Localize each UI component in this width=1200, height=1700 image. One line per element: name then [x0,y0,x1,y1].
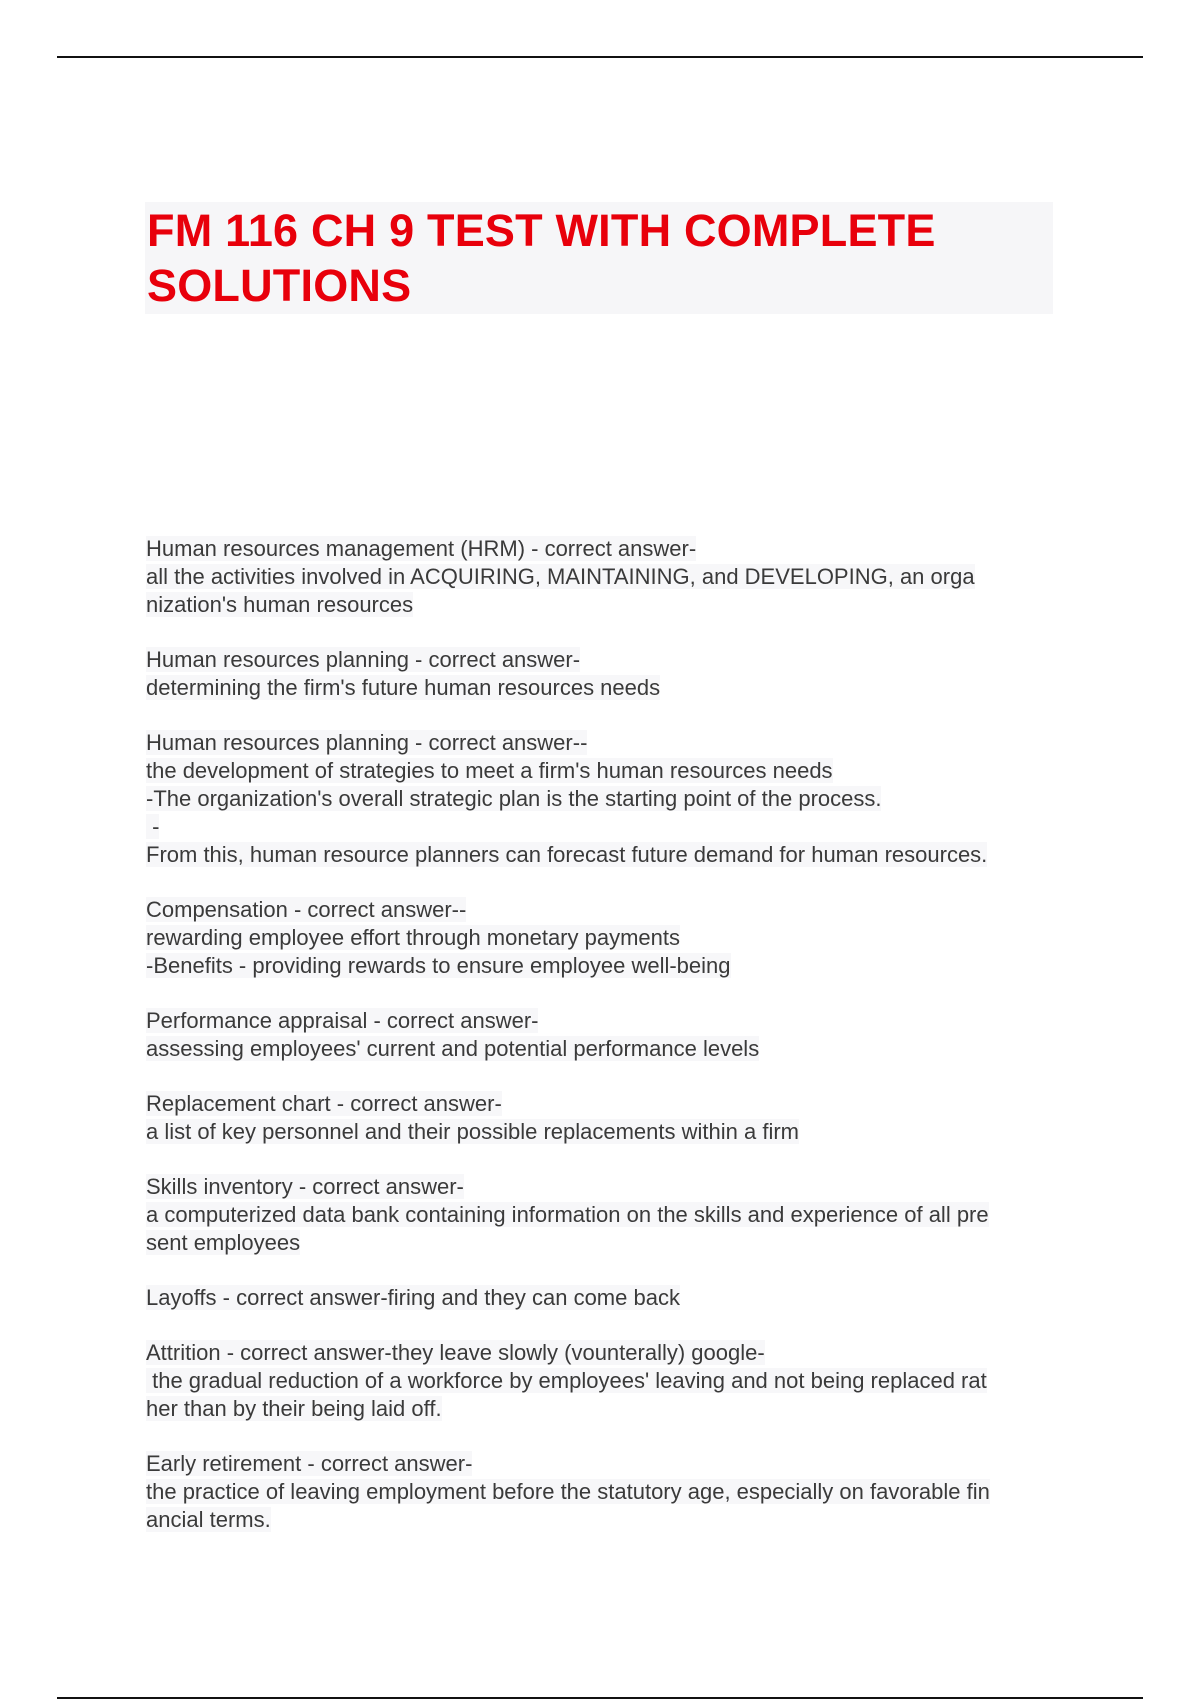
text-highlight: Compensation - correct answer-- [146,897,467,922]
term-heading [146,729,1066,757]
text-highlight: Layoffs - correct answer-firing and they can come back [146,1285,680,1310]
term-entry [146,646,1066,702]
text-highlight: assessing employees' current and potential performance levels [146,1036,760,1061]
text-highlight: her than by their being laid off. [146,1396,442,1421]
term-entry [146,896,1066,980]
term-heading [146,1339,1066,1367]
text-highlight: Attrition - correct answer-they leave slowly (vounterally) google- [146,1340,765,1365]
term-definition-line [146,1035,1066,1063]
text-highlight: -The organization's overall strategic plan is the starting point of the process. [146,786,882,811]
term-entry [146,1090,1066,1146]
bottom-rule [57,1697,1143,1699]
term-entry [146,1284,1066,1312]
text-highlight: Performance appraisal - correct answer- [146,1008,539,1033]
term-heading [146,1284,1066,1312]
text-highlight: the practice of leaving employment before the statutory age, especially on favorable fin [146,1479,990,1504]
term-definition-line [146,591,1066,619]
text-highlight: a computerized data bank containing information on the skills and experience of all pre [146,1202,989,1227]
text-highlight: From this, human resource planners can forecast future demand for human resources. [146,842,988,867]
flashcard-list [146,535,1066,1561]
term-heading [146,1090,1066,1118]
text-highlight: Human resources planning - correct answer- [146,647,581,672]
text-highlight: Human resources management (HRM) - correct answer- [146,536,697,561]
text-highlight: all the activities involved in ACQUIRING, MAINTAINING, and DEVELOPING, an orga [146,564,975,589]
term-entry [146,1007,1066,1063]
text-highlight: Skills inventory - correct answer- [146,1174,464,1199]
term-definition-line [146,1367,1066,1395]
term-definition-line [146,924,1066,952]
term-definition-line [146,785,1066,813]
text-highlight: the gradual reduction of a workforce by employees' leaving and not being replaced rat [146,1368,987,1393]
term-entry [146,1173,1066,1257]
term-definition-line [146,841,1066,869]
text-highlight: the development of strategies to meet a firm's human resources needs [146,758,833,783]
term-definition-line [146,1478,1066,1506]
text-highlight: sent employees [146,1230,301,1255]
text-highlight: determining the firm's future human resources needs [146,675,661,700]
term-definition-line [146,1118,1066,1146]
text-highlight: - [146,814,160,839]
term-definition-line [146,1201,1066,1229]
term-entry [146,729,1066,869]
term-definition-line [146,563,1066,591]
text-highlight: ancial terms. [146,1507,271,1532]
term-heading [146,1007,1066,1035]
term-definition-line [146,1395,1066,1423]
text-highlight: a list of key personnel and their possible replacements within a firm [146,1119,799,1144]
term-entry [146,1450,1066,1534]
term-heading [146,1450,1066,1478]
text-highlight: -Benefits - providing rewards to ensure employee well-being [146,953,731,978]
term-heading [146,535,1066,563]
document-title [147,203,1047,313]
text-highlight: nization's human resources [146,592,414,617]
text-highlight: Replacement chart - correct answer- [146,1091,502,1116]
term-heading [146,1173,1066,1201]
text-highlight: rewarding employee effort through monetary payments [146,925,680,950]
top-rule [57,56,1143,58]
term-definition-line [146,813,1066,841]
text-highlight: Human resources planning - correct answer-- [146,730,588,755]
term-definition-line [146,674,1066,702]
text-highlight: Early retirement - correct answer- [146,1451,473,1476]
title-line-1: FM 116 CH 9 TEST WITH COMPLETE [147,205,936,256]
term-heading [146,896,1066,924]
term-definition-line [146,952,1066,980]
term-entry [146,1339,1066,1423]
title-line-2: SOLUTIONS [147,260,412,311]
term-definition-line [146,1229,1066,1257]
term-entry [146,535,1066,619]
term-definition-line [146,757,1066,785]
term-heading [146,646,1066,674]
term-definition-line [146,1506,1066,1534]
